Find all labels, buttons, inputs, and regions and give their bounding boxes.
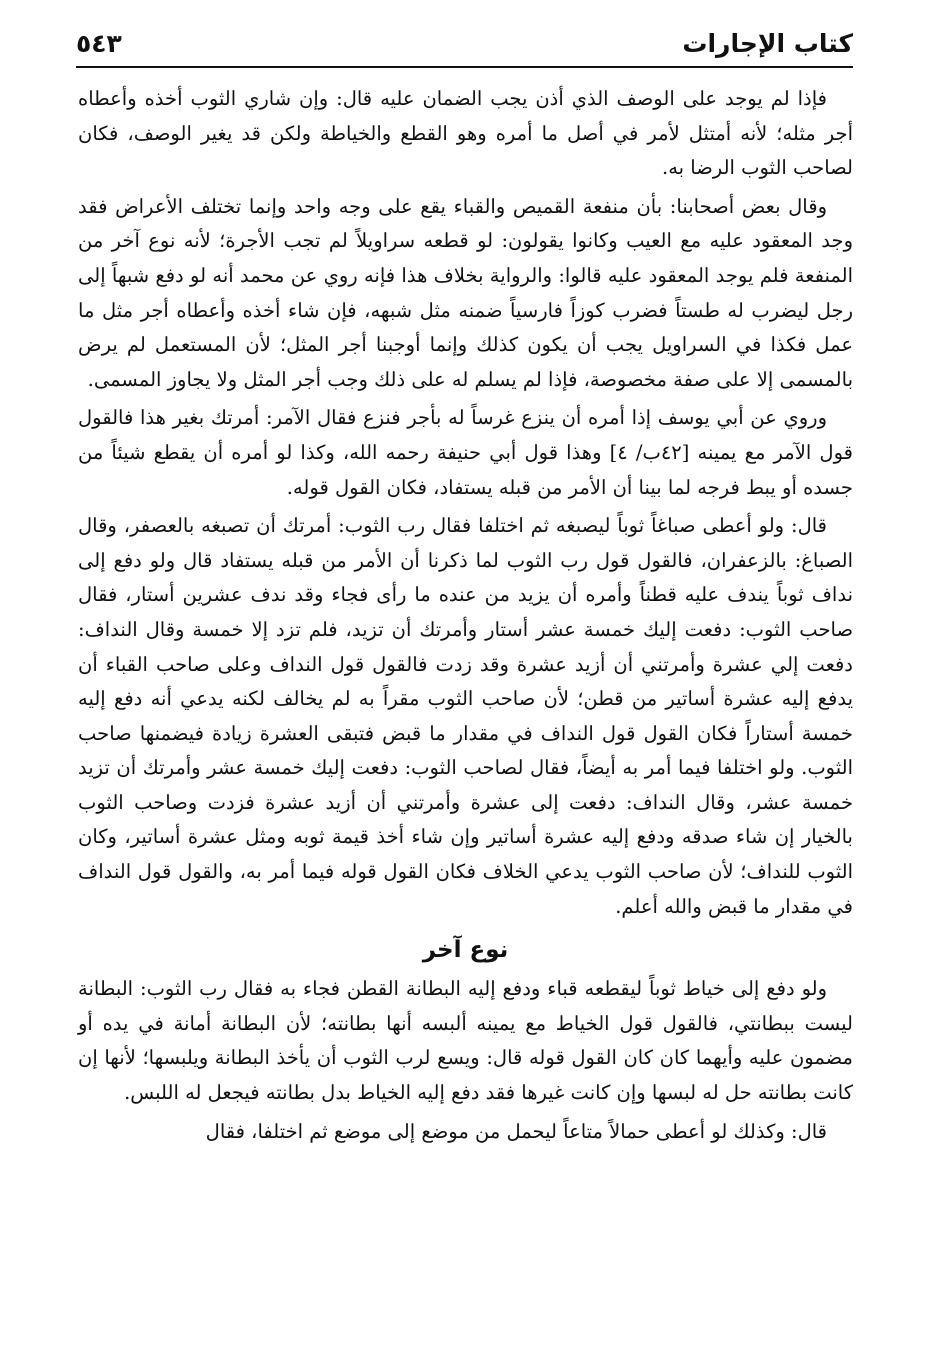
page-number: ٥٤٣ [76,29,122,58]
paragraph: قال: وكذلك لو أعطى حمالاً متاعاً ليحمل من موضع إلى موضع ثم اختلفا، فقال [205,1119,827,1143]
running-title: كتاب الإجارات [682,29,853,58]
paragraph: وروي عن أبي يوسف إذا أمره أن ينزع غرساً له بأجر فنزع فقال الآمر: أمرتك بغير هذا فالقول قول الآمر مع يمينه [٤٢ب/ ٤] وهذا قول أبي حنيفة رحمه الله، وكذا لو أمره أن يقطع شيئاً من جسده أو يبط فرجه لما بينا أن الأمر من قبله يستفاد، فكان القول قوله. [78,406,853,499]
header-divider [76,66,853,68]
paragraph: وقال بعض أصحابنا: بأن منفعة القميص والقباء يقع على وجه واحد وإنما تختلف الأعراض فقد وجد المعقود عليه مع العيب وكانوا يقولون: لو قطعه سراويلاً لم تجب الأجرة؛ لأنه نوع آخر من المنفعة فلم يوجد المعقود عليه قالوا: والرواية بخلاف هذا فإنه روي عن محمد أنه لو دفع شبهاً إلى رجل ليضرب له طستاً فضرب كوزاً فارسياً ضمنه مثل شبهه، فإن شاء أخذه وأعطاه أجر مثل ما عمل فكذا في السراويل يجب أن يكون كذلك وإنما أوجبنا أجر المثل؛ لأن المستعمل لم يرض بالمسمى إلا على صفة مخصوصة، فإذا لم يسلم له على ذلك وجب أجر المثل ولا يجاوز المسمى. [78,194,853,391]
page-body [78,82,853,1153]
section-heading: نوع آخر [422,937,509,964]
paragraph: ولو دفع إلى خياط ثوباً ليقطعه قباء ودفع إليه البطانة القطن فجاء به فقال رب الثوب: البطانة ليست ببطانتي، فالقول قول الخياط مع يمينه ألبسه أنها بطانته؛ لأن البطانة أمانة في يده أو مضمون عليه وأيهما كان كان القول قوله قال: ويسع لرب الثوب أن يأخذ البطانة ويلبسها؛ لأنها إن كانت بطانته حل له لبسها وإن كانت غيرها فقد دفع إليه الخياط بدل بطانته فيجعل له اللبس. [78,977,853,1105]
page-header [76,26,853,66]
paragraph: قال: ولو أعطى صباغاً ثوباً ليصبغه ثم اختلفا فقال رب الثوب: أمرتك أن تصبغه بالعصفر، وقال الصباغ: بالزعفران، فالقول قول رب الثوب لما ذكرنا أن الأمر من قبله يستفاد قال ولو دفع إلى نداف ثوباً يندف عليه قطناً وأمره أن يزيد من عنده ما رأى فجاء وقد ندف عشرين أستار، فقال صاحب الثوب: دفعت إليك خمسة عشر أستار وأمرتك أن تزيد، فلم تزد إلا خمسة وقال النداف: دفعت إلي عشرة وأمرتني أن أزيد عشرة وقد زدت فالقول قول النداف وعلى صاحب القباء أن يدفع إليه عشرة أساتير من قطن؛ لأن صاحب الثوب مقراً به لم يخالف لكنه يدعي أنه دفع إليه خمسة أستاراً فكان القول قول النداف في مقدار ما قبض فتبقى العشرة زيادة فيضمنها صاحب الثوب. ولو اختلفا فيما أمر به أيضاً، فقال لصاحب الثوب: دفعت إليك خمسة عشر وأمرتك أن تزيد خمسة عشر، وقال النداف: دفعت إلى عشرة وأمرتني أن أزيد عشرة فزدت وصاحب الثوب بالخيار إن شاء صدقه ودفع إليه عشرة أساتير وإن شاء أخذ قيمة ثوبه ومثل عشرة أساتير، وكان الثوب للنداف؛ لأن صاحب الثوب يدعي الخلاف فكان القول قوله فيما أمر به، والقول قول النداف في مقدار ما قبض والله أعلم. [78,514,853,918]
paragraph: فإذا لم يوجد على الوصف الذي أذن يجب الضمان عليه قال: وإن شاري الثوب أخذه وأعطاه أجر مثله؛ لأنه أمتثل لأمر في أصل ما أمره وهو القطع والخياطة ولكن قد يغير الوصف، فكان لصاحب الثوب الرضا به. [78,87,853,180]
